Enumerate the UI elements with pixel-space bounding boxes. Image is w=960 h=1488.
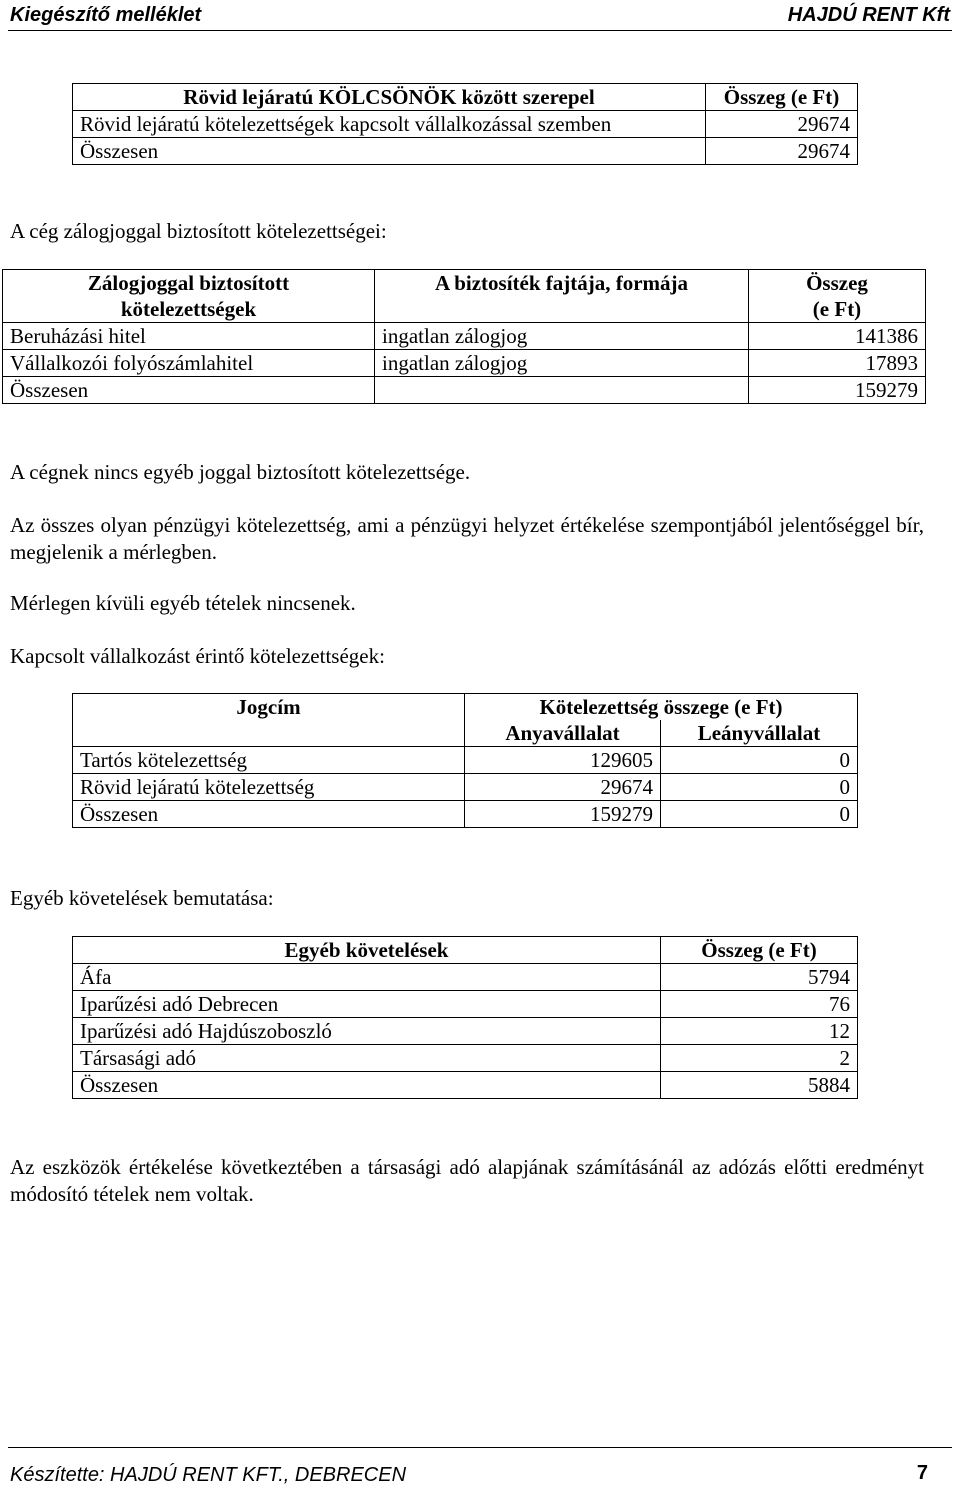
pledge-col-amount-line1: Összeg bbox=[806, 271, 868, 295]
table-row bbox=[73, 964, 858, 991]
table-header-row bbox=[73, 84, 858, 111]
table-row bbox=[73, 774, 858, 801]
table-cell: 17893 bbox=[749, 350, 926, 377]
table-cell: Összesen bbox=[73, 138, 706, 165]
pledge-col-liability-line2: kötelezettségek bbox=[120, 297, 257, 321]
related-col-parent: Anyavállalat bbox=[465, 720, 661, 747]
pledge-col-collateral: A biztosíték fajtája, formája bbox=[375, 270, 749, 323]
table-cell: 159279 bbox=[465, 801, 661, 828]
table-row bbox=[73, 1072, 858, 1099]
receivables-table bbox=[72, 936, 858, 1099]
table-header-row bbox=[3, 270, 926, 323]
header-title: Kiegészítő melléklet bbox=[10, 4, 202, 26]
table-row bbox=[73, 111, 858, 138]
table-cell: Összesen bbox=[73, 1072, 661, 1099]
page-header bbox=[8, 0, 952, 31]
loans-col-amount: Összeg (e Ft) bbox=[706, 84, 858, 111]
table-cell: 12 bbox=[661, 1018, 858, 1045]
table-cell: Vállalkozói folyószámlahitel bbox=[3, 350, 375, 377]
pledge-intro-text: A cég zálogjoggal biztosított kötelezettségei: bbox=[10, 219, 387, 243]
pledge-table bbox=[2, 269, 926, 404]
table-row bbox=[73, 1018, 858, 1045]
loans-table bbox=[72, 83, 858, 165]
page-number: 7 bbox=[916, 1462, 928, 1484]
pledge-col-liability bbox=[3, 270, 375, 323]
table-row bbox=[73, 801, 858, 828]
page-footer bbox=[8, 1447, 952, 1488]
pledge-col-amount bbox=[749, 270, 926, 323]
table-cell: 129605 bbox=[465, 747, 661, 774]
table-cell: ingatlan zálogjog bbox=[375, 323, 749, 350]
table-cell: 2 bbox=[661, 1045, 858, 1072]
table-cell: Rövid lejáratú kötelezettségek kapcsolt vállalkozással szemben bbox=[73, 111, 706, 138]
related-group-header: Kötelezettség összege (e Ft) bbox=[465, 694, 858, 721]
related-intro-text: Kapcsolt vállalkozást érintő kötelezettségek: bbox=[10, 644, 385, 668]
related-table bbox=[72, 693, 858, 828]
related-col-title: Jogcím bbox=[73, 694, 465, 747]
footer-author: Készítette: HAJDÚ RENT KFT., DEBRECEN bbox=[10, 1464, 407, 1486]
table-cell: 29674 bbox=[706, 111, 858, 138]
no-other-liabilities-text: A cégnek nincs egyéb joggal biztosított kötelezettsége. bbox=[10, 460, 471, 484]
table-cell: Áfa bbox=[73, 964, 661, 991]
table-row bbox=[73, 747, 858, 774]
related-col-subsidiary: Leányvállalat bbox=[661, 720, 858, 747]
pledge-col-liability-line1: Zálogjoggal biztosított bbox=[87, 271, 290, 295]
table-row bbox=[3, 323, 926, 350]
table-cell: Összesen bbox=[73, 801, 465, 828]
receivables-intro-text: Egyéb követelések bemutatása: bbox=[10, 886, 274, 910]
loans-col-title: Rövid lejáratú KÖLCSÖNÖK között szerepel bbox=[73, 84, 706, 111]
table-cell: 0 bbox=[661, 801, 858, 828]
receivables-col-amount: Összeg (e Ft) bbox=[661, 937, 858, 964]
table-cell: 0 bbox=[661, 774, 858, 801]
final-text: Az eszközök értékelése következtében a társasági adó alapjának számításánál az adózás előtti eredményt módosító tételek nem voltak. bbox=[10, 1155, 924, 1206]
table-cell: Összesen bbox=[3, 377, 375, 404]
table-header-row bbox=[73, 694, 858, 721]
table-row bbox=[73, 991, 858, 1018]
table-row bbox=[73, 1045, 858, 1072]
table-cell: Rövid lejáratú kötelezettség bbox=[73, 774, 465, 801]
table-cell: 0 bbox=[661, 747, 858, 774]
table-cell: ingatlan zálogjog bbox=[375, 350, 749, 377]
table-cell: 5794 bbox=[661, 964, 858, 991]
table-cell: 76 bbox=[661, 991, 858, 1018]
table-cell: Iparűzési adó Hajdúszoboszló bbox=[73, 1018, 661, 1045]
table-cell: Beruházási hitel bbox=[3, 323, 375, 350]
table-cell: Iparűzési adó Debrecen bbox=[73, 991, 661, 1018]
table-cell bbox=[375, 377, 749, 404]
table-row bbox=[73, 138, 858, 165]
table-cell: 29674 bbox=[465, 774, 661, 801]
table-header-row bbox=[73, 937, 858, 964]
pledge-col-amount-line2: (e Ft) bbox=[812, 297, 862, 321]
offbalance-text: Mérlegen kívüli egyéb tételek nincsenek. bbox=[10, 591, 356, 615]
table-cell: Tartós kötelezettség bbox=[73, 747, 465, 774]
table-cell: 141386 bbox=[749, 323, 926, 350]
table-row bbox=[3, 377, 926, 404]
table-cell: Társasági adó bbox=[73, 1045, 661, 1072]
receivables-col-title: Egyéb követelések bbox=[73, 937, 661, 964]
table-row bbox=[3, 350, 926, 377]
table-cell: 159279 bbox=[749, 377, 926, 404]
header-company: HAJDÚ RENT Kft bbox=[787, 4, 950, 26]
table-cell: 5884 bbox=[661, 1072, 858, 1099]
table-cell: 29674 bbox=[706, 138, 858, 165]
all-liabilities-text: Az összes olyan pénzügyi kötelezettség, ami a pénzügyi helyzet értékelése szempontjából jelentőséggel bír, megjelenik a mérlegben. bbox=[10, 513, 924, 564]
